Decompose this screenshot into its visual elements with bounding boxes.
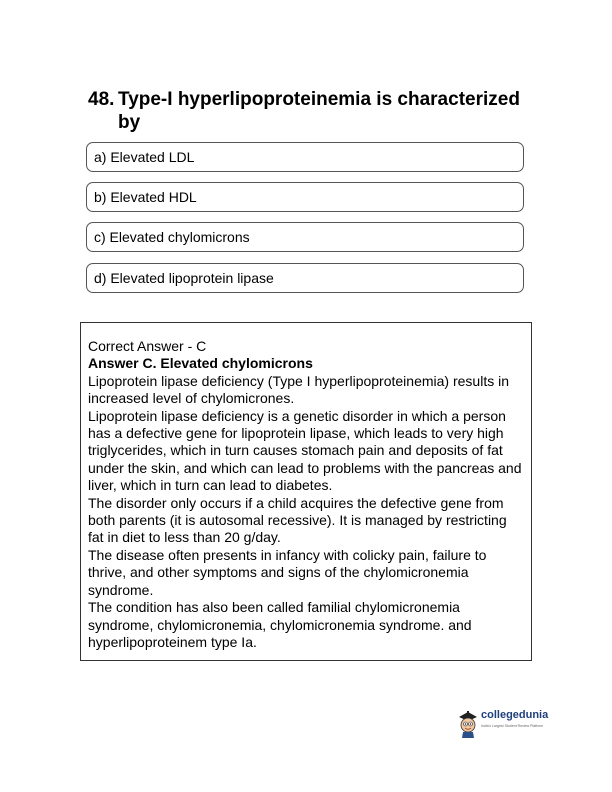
logo-tagline: India's Largest Student Review Platform [481,724,544,728]
question-heading [88,88,528,134]
option-a[interactable]: a) Elevated LDL [86,142,524,172]
answer-explanation-box [80,322,532,661]
option-c[interactable]: c) Elevated chylomicrons [86,222,524,252]
explanation-paragraph: Lipoprotein lipase deficiency is a genetic disorder in which a person has a defective gene for lipoprotein lipase, which leads to very high triglycerides, which in turn causes stomach pain and deposits of fat under the skin, and which can lead to problems with the pancreas and liver, which in turn can lead to diabetes. [88,407,522,494]
explanation-paragraph: The disease often presents in infancy with colicky pain, failure to thrive, and other symptoms and signs of the chylomicronemia syndrome. [88,546,487,598]
question-text: Type-I hyperlipoproteinemia is characterized by [118,89,520,133]
explanation-paragraph: Lipoprotein lipase deficiency (Type I hyperlipoproteinemia) results in increased level of chylomicrones. [88,372,509,407]
mascot-icon [457,708,479,738]
collegedunia-logo [457,706,561,740]
option-d[interactable]: d) Elevated lipoprotein lipase [86,263,524,293]
correct-answer-line: Correct Answer - C [88,338,207,354]
explanation-paragraph: The condition has also been called familial chylomicronemia syndrome, chylomicronemia, chylomicronemia syndrome. and hyperlipoproteinem type Ia. [88,599,472,650]
logo-brand: collegedunia [481,709,549,721]
explanation-paragraph: The disorder only occurs if a child acquires the defective gene from both parents (it is autosomal recessive). It is managed by restricting fat in diet to less than 20 g/day. [88,494,507,546]
question-number: 48. [88,89,115,110]
option-b[interactable]: b) Elevated HDL [86,182,524,212]
answer-title: Answer C. Elevated chylomicrons [88,355,313,372]
